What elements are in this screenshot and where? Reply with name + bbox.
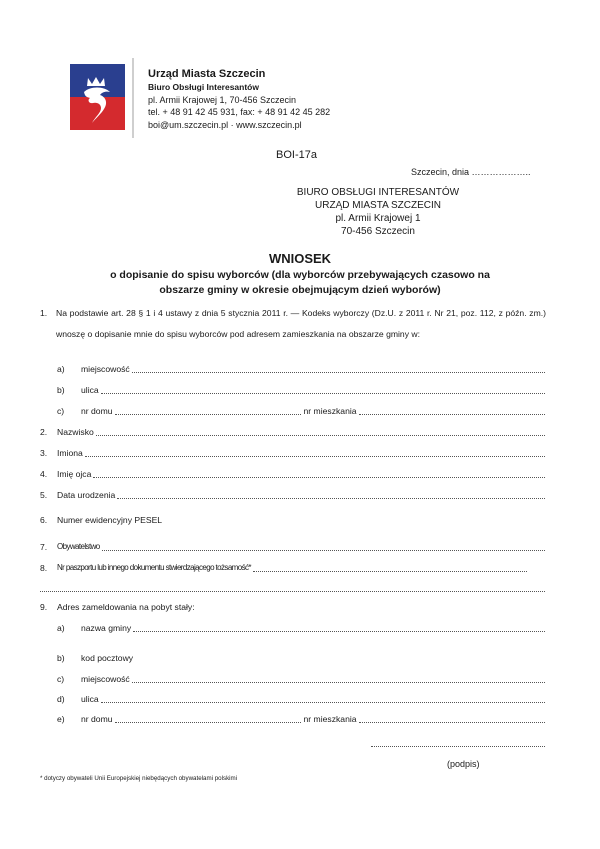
item-1-text: Na podstawie art. 28 § 1 i 4 ustawy z dnia 5 stycznia 2011 r. — Kodeks wyborczy (Dz.U. z 2011 r. Nr 21, poz. 112, z późn. zm.) wnoszę o dopisanie mnie do spisu wyborców pod adresem zamieszkania na obszarze gminy w: xyxy=(56,308,546,339)
fill-line[interactable] xyxy=(117,498,545,499)
fill-line-flat[interactable] xyxy=(359,722,545,723)
griffin-icon xyxy=(70,64,125,130)
field-label: Adres zameldowania na pobyt stały: xyxy=(57,602,195,612)
sub-letter: a) xyxy=(57,623,65,633)
item-number: 1. xyxy=(40,308,48,318)
field-2-surname[interactable] xyxy=(40,426,545,438)
fill-line[interactable] xyxy=(40,591,545,592)
field-9d-street[interactable] xyxy=(57,693,545,705)
fill-line[interactable] xyxy=(101,393,545,394)
field-7-citizenship[interactable] xyxy=(40,541,545,553)
recipient-address xyxy=(284,186,472,238)
fill-line[interactable] xyxy=(102,550,545,551)
item-number: 6. xyxy=(40,515,48,525)
field-label: Imiona xyxy=(57,448,83,458)
item-number: 8. xyxy=(40,563,48,573)
recipient-line: BIURO OBSŁUGI INTERESANTÓW xyxy=(296,187,460,198)
recipient-line: URZĄD MIASTA SZCZECIN xyxy=(315,200,441,211)
org-contact: boi@um.szczecin.pl · www.szczecin.pl xyxy=(148,119,302,130)
field-3-first-names[interactable] xyxy=(40,447,545,459)
item-number: 7. xyxy=(40,542,48,552)
field-9a-municipality[interactable] xyxy=(57,622,545,634)
field-label: ulica xyxy=(81,385,99,395)
field-1b-street[interactable] xyxy=(57,384,545,396)
signature-line[interactable] xyxy=(371,746,545,747)
field-5-birth-date[interactable] xyxy=(40,489,545,501)
field-label: Numer ewidencyjny PESEL xyxy=(57,515,163,525)
recipient-line: pl. Armii Krajowej 1 xyxy=(335,213,421,224)
fill-line[interactable] xyxy=(93,477,545,478)
field-label: Obywatelstwo xyxy=(57,542,100,551)
org-name: Urząd Miasta Szczecin xyxy=(148,68,266,80)
field-9c-locality[interactable] xyxy=(57,673,545,685)
item-number: 2. xyxy=(40,427,48,437)
field-label: miejscowość xyxy=(81,364,130,374)
field-label: ulica xyxy=(81,694,99,704)
field-label: nr domu xyxy=(81,406,113,416)
fill-line-flat[interactable] xyxy=(359,414,545,415)
field-9b-postal-code[interactable] xyxy=(57,652,545,664)
field-9e-house-flat[interactable] xyxy=(57,713,545,725)
org-address: pl. Armii Krajowej 1, 70-456 Szczecin xyxy=(148,94,297,105)
sub-letter: c) xyxy=(57,406,65,416)
field-label: miejscowość xyxy=(81,674,130,684)
place-date-field[interactable]: Szczecin, dnia ……………….. xyxy=(411,167,531,177)
field-label: Data urodzenia xyxy=(57,490,116,500)
fill-line[interactable] xyxy=(133,631,545,632)
organization-info xyxy=(148,67,330,131)
fill-line[interactable] xyxy=(96,435,545,436)
field-4-fathers-name[interactable] xyxy=(40,468,545,480)
field-label: Nazwisko xyxy=(57,427,94,437)
subtitle-line: obszarze gminy w okresie obejmującym dzień wyborów) xyxy=(159,284,441,296)
fill-line[interactable] xyxy=(132,682,545,683)
field-8-passport-number[interactable] xyxy=(40,562,527,574)
sub-letter: d) xyxy=(57,694,65,704)
subtitle-line: o dopisanie do spisu wyborców (dla wyborców przebywających czasowo na xyxy=(110,269,490,281)
footnote: * dotyczy obywateli Unii Europejskiej niebędących obywatelami polskimi xyxy=(40,775,238,782)
fill-line-house[interactable] xyxy=(115,414,301,415)
field-label: kod pocztowy xyxy=(81,653,134,663)
field-8-continuation[interactable] xyxy=(40,582,545,594)
field-1a-locality[interactable] xyxy=(57,363,545,375)
fill-line[interactable] xyxy=(132,372,545,373)
sub-letter: b) xyxy=(57,385,65,395)
department-name: Biuro Obsługi Interesantów xyxy=(148,82,259,92)
field-6-pesel[interactable] xyxy=(40,514,545,526)
city-crest-logo xyxy=(70,64,125,130)
item-number: 4. xyxy=(40,469,48,479)
sub-letter: c) xyxy=(57,674,65,684)
fill-line[interactable] xyxy=(253,571,527,572)
sub-letter: b) xyxy=(57,653,65,663)
signature-label: (podpis) xyxy=(447,759,480,769)
fill-line[interactable] xyxy=(101,702,545,703)
document-subtitle xyxy=(40,268,560,298)
field-label: Imię ojca xyxy=(57,469,92,479)
field-1c-house-flat[interactable] xyxy=(57,405,545,417)
field-label: nr mieszkania xyxy=(303,406,357,416)
sub-letter: a) xyxy=(57,364,65,374)
item-number: 3. xyxy=(40,448,48,458)
item-1-paragraph xyxy=(40,303,546,345)
item-9-heading xyxy=(40,601,545,613)
fill-line-house[interactable] xyxy=(115,722,301,723)
recipient-line: 70-456 Szczecin xyxy=(341,226,415,237)
field-label: Nr paszportu lub innego dokumentu stwierdzającego tożsamość* xyxy=(57,563,251,572)
field-label: nazwa gminy xyxy=(81,623,132,633)
header-divider xyxy=(132,58,134,138)
org-phones: tel. + 48 91 42 45 931, fax: + 48 91 42 45 282 xyxy=(148,107,331,117)
fill-line[interactable] xyxy=(85,456,545,457)
form-code: BOI-17a xyxy=(276,149,317,161)
field-label: nr mieszkania xyxy=(303,714,357,724)
document-title: WNIOSEK xyxy=(268,251,332,266)
sub-letter: e) xyxy=(57,714,65,724)
item-number: 5. xyxy=(40,490,48,500)
item-number: 9. xyxy=(40,602,48,612)
field-label: nr domu xyxy=(81,714,113,724)
